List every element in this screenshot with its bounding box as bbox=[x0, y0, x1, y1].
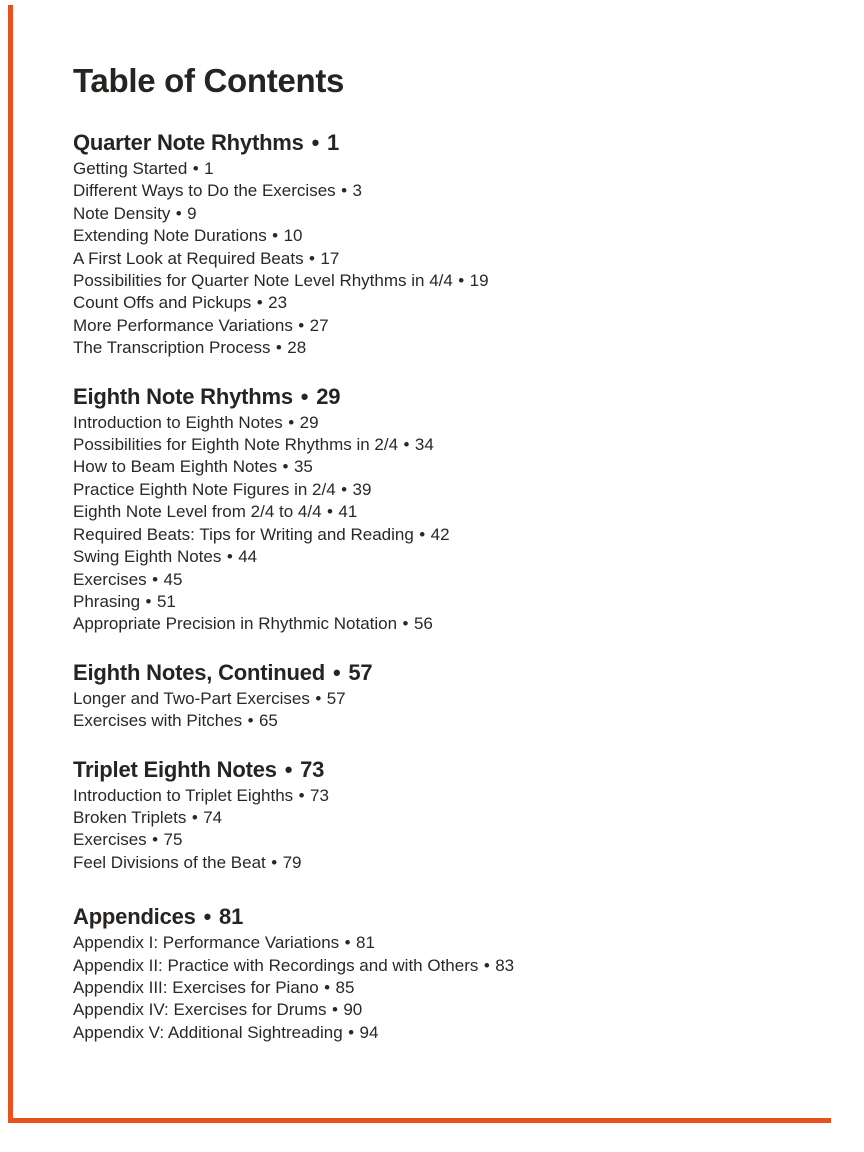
accent-border-bottom bbox=[8, 1118, 831, 1123]
toc-entry bbox=[73, 1022, 828, 1044]
entry-label: Introduction to Eighth Notes bbox=[73, 412, 283, 432]
entry-label: A First Look at Required Beats bbox=[73, 248, 304, 268]
bullet-separator: • bbox=[272, 226, 279, 246]
entry-page-number: 45 bbox=[163, 569, 183, 589]
toc-entry bbox=[73, 999, 828, 1021]
entry-label: Longer and Two-Part Exercises bbox=[73, 688, 310, 708]
entry-label: Appendix IV: Exercises for Drums bbox=[73, 1000, 327, 1020]
entry-label: Broken Triplets bbox=[73, 807, 187, 827]
entry-label: Extending Note Durations bbox=[73, 226, 267, 246]
section-heading bbox=[73, 757, 828, 783]
section-heading bbox=[73, 384, 828, 410]
section-page-number: 29 bbox=[316, 383, 341, 409]
section-entries bbox=[73, 158, 828, 360]
entry-page-number: 17 bbox=[320, 248, 340, 268]
toc-entry bbox=[73, 955, 828, 977]
entry-page-number: 56 bbox=[413, 614, 433, 634]
toc-entry bbox=[73, 932, 828, 954]
toc-content bbox=[73, 62, 828, 1044]
entry-label: Eighth Note Level from 2/4 to 4/4 bbox=[73, 502, 322, 522]
bullet-separator: • bbox=[341, 479, 348, 499]
bullet-separator: • bbox=[175, 203, 182, 223]
toc-entry bbox=[73, 591, 828, 613]
toc-section-appendices bbox=[73, 904, 828, 1044]
entry-label: Exercises bbox=[73, 569, 147, 589]
toc-entry bbox=[73, 852, 828, 874]
toc-section-quarter-note-rhythms bbox=[73, 130, 828, 360]
bullet-separator: • bbox=[341, 181, 348, 201]
entry-page-number: 90 bbox=[343, 1000, 363, 1020]
entry-label: More Performance Variations bbox=[73, 315, 293, 335]
bullet-separator: • bbox=[284, 756, 293, 782]
bullet-separator: • bbox=[203, 904, 212, 930]
page-title: Table of Contents bbox=[73, 62, 345, 99]
bullet-separator: • bbox=[152, 830, 159, 850]
bullet-separator: • bbox=[300, 383, 309, 409]
entry-page-number: 23 bbox=[268, 293, 288, 313]
entry-label: How to Beam Eighth Notes bbox=[73, 457, 278, 477]
bullet-separator: • bbox=[275, 338, 282, 358]
section-heading bbox=[73, 660, 828, 686]
section-page-number: 1 bbox=[327, 130, 340, 155]
toc-entry bbox=[73, 203, 828, 225]
bullet-separator: • bbox=[344, 933, 351, 953]
toc-entry bbox=[73, 315, 828, 337]
bullet-separator: • bbox=[458, 271, 465, 291]
bullet-separator: • bbox=[288, 412, 295, 432]
toc-section-triplet-eighth-notes bbox=[73, 757, 828, 875]
section-entries bbox=[73, 785, 828, 875]
toc-entry bbox=[73, 807, 828, 829]
entry-label: Required Beats: Tips for Writing and Reading bbox=[73, 524, 414, 544]
toc-entry bbox=[73, 524, 828, 546]
toc-entry bbox=[73, 434, 828, 456]
section-page-number: 81 bbox=[219, 904, 244, 930]
bullet-separator: • bbox=[256, 293, 263, 313]
entry-page-number: 28 bbox=[287, 338, 307, 358]
entry-page-number: 79 bbox=[282, 852, 302, 872]
toc-entry bbox=[73, 785, 828, 807]
bullet-separator: • bbox=[298, 315, 305, 335]
bullet-separator: • bbox=[419, 524, 426, 544]
bullet-separator: • bbox=[145, 591, 152, 611]
entry-label: Swing Eighth Notes bbox=[73, 547, 222, 567]
entry-label: Appendix I: Performance Variations bbox=[73, 933, 340, 953]
entry-label: Exercises bbox=[73, 830, 147, 850]
entry-page-number: 57 bbox=[326, 688, 346, 708]
entry-page-number: 85 bbox=[335, 977, 355, 997]
section-title: Eighth Notes, Continued bbox=[73, 659, 326, 685]
toc-entry bbox=[73, 688, 828, 710]
entry-label: Appendix II: Practice with Recordings and with Others bbox=[73, 955, 479, 975]
toc-entry bbox=[73, 977, 828, 999]
bullet-separator: • bbox=[226, 547, 233, 567]
section-entries bbox=[73, 932, 828, 1044]
bullet-separator: • bbox=[282, 457, 289, 477]
entry-page-number: 19 bbox=[469, 271, 489, 291]
toc-section-eighth-note-rhythms bbox=[73, 384, 828, 636]
entry-page-number: 35 bbox=[293, 457, 313, 477]
bullet-separator: • bbox=[247, 711, 254, 731]
entry-label: Possibilities for Eighth Note Rhythms in 2/4 bbox=[73, 435, 399, 455]
section-entries bbox=[73, 412, 828, 636]
toc-entry bbox=[73, 546, 828, 568]
toc-entry bbox=[73, 180, 828, 202]
section-title: Appendices bbox=[73, 904, 196, 930]
entry-page-number: 9 bbox=[187, 203, 197, 223]
entry-label: Exercises with Pitches bbox=[73, 711, 243, 731]
bullet-separator: • bbox=[402, 614, 409, 634]
entry-label: Different Ways to Do the Exercises bbox=[73, 181, 336, 201]
toc-entry bbox=[73, 710, 828, 732]
section-page-number: 73 bbox=[300, 756, 325, 782]
entry-page-number: 1 bbox=[204, 159, 214, 178]
section-entries bbox=[73, 688, 828, 733]
entry-label: Possibilities for Quarter Note Level Rhythms in 4/4 bbox=[73, 271, 453, 291]
bullet-separator: • bbox=[331, 1000, 338, 1020]
toc-entry bbox=[73, 270, 828, 292]
toc-entry bbox=[73, 456, 828, 478]
accent-border-left bbox=[8, 5, 13, 1123]
entry-label: Practice Eighth Note Figures in 2/4 bbox=[73, 479, 336, 499]
toc-entry bbox=[73, 613, 828, 635]
entry-page-number: 81 bbox=[355, 933, 375, 953]
section-page-number: 57 bbox=[348, 659, 373, 685]
entry-page-number: 65 bbox=[258, 711, 278, 731]
toc-entry bbox=[73, 158, 828, 180]
entry-page-number: 44 bbox=[238, 547, 258, 567]
toc-section-eighth-notes-continued bbox=[73, 660, 828, 733]
entry-page-number: 94 bbox=[359, 1022, 379, 1042]
entry-label: Appendix V: Additional Sightreading bbox=[73, 1022, 343, 1042]
bullet-separator: • bbox=[326, 502, 333, 522]
section-heading bbox=[73, 130, 828, 156]
entry-label: Count Offs and Pickups bbox=[73, 293, 252, 313]
entry-page-number: 10 bbox=[283, 226, 303, 246]
entry-label: Introduction to Triplet Eighths bbox=[73, 785, 294, 805]
entry-page-number: 41 bbox=[338, 502, 358, 522]
toc-entry bbox=[73, 225, 828, 247]
entry-page-number: 3 bbox=[352, 181, 362, 201]
bullet-separator: • bbox=[483, 955, 490, 975]
toc-entry bbox=[73, 248, 828, 270]
entry-label: The Transcription Process bbox=[73, 338, 271, 358]
entry-label: Appropriate Precision in Rhythmic Notation bbox=[73, 614, 398, 634]
bullet-separator: • bbox=[191, 807, 198, 827]
entry-page-number: 27 bbox=[309, 315, 329, 335]
section-title: Quarter Note Rhythms bbox=[73, 130, 304, 155]
entry-page-number: 39 bbox=[352, 479, 372, 499]
bullet-separator: • bbox=[348, 1022, 355, 1042]
entry-label: Getting Started bbox=[73, 159, 188, 178]
toc-entry bbox=[73, 829, 828, 851]
entry-label: Feel Divisions of the Beat bbox=[73, 852, 266, 872]
entry-page-number: 83 bbox=[495, 955, 515, 975]
section-title: Eighth Note Rhythms bbox=[73, 383, 293, 409]
bullet-separator: • bbox=[324, 977, 331, 997]
entry-page-number: 51 bbox=[156, 591, 176, 611]
bullet-separator: • bbox=[271, 852, 278, 872]
bullet-separator: • bbox=[309, 248, 315, 268]
entry-page-number: 29 bbox=[299, 412, 319, 432]
bullet-separator: • bbox=[311, 130, 320, 155]
toc-entry bbox=[73, 479, 828, 501]
entry-label: Appendix III: Exercises for Piano bbox=[73, 977, 319, 997]
section-heading bbox=[73, 904, 828, 930]
entry-page-number: 73 bbox=[310, 785, 329, 805]
bullet-separator: • bbox=[332, 659, 341, 685]
entry-page-number: 42 bbox=[430, 524, 450, 544]
entry-page-number: 74 bbox=[203, 807, 223, 827]
bullet-separator: • bbox=[403, 435, 410, 455]
entry-label: Note Density bbox=[73, 203, 171, 223]
toc-entry bbox=[73, 501, 828, 523]
entry-label: Phrasing bbox=[73, 591, 141, 611]
toc-entry bbox=[73, 337, 828, 359]
entry-page-number: 34 bbox=[414, 435, 434, 455]
bullet-separator: • bbox=[315, 688, 322, 708]
entry-page-number: 75 bbox=[163, 830, 183, 850]
bullet-separator: • bbox=[298, 785, 305, 805]
bullet-separator: • bbox=[192, 159, 199, 178]
toc-entry bbox=[73, 292, 828, 314]
bullet-separator: • bbox=[152, 569, 159, 589]
section-title: Triplet Eighth Notes bbox=[73, 756, 277, 782]
toc-entry bbox=[73, 569, 828, 591]
toc-entry bbox=[73, 412, 828, 434]
